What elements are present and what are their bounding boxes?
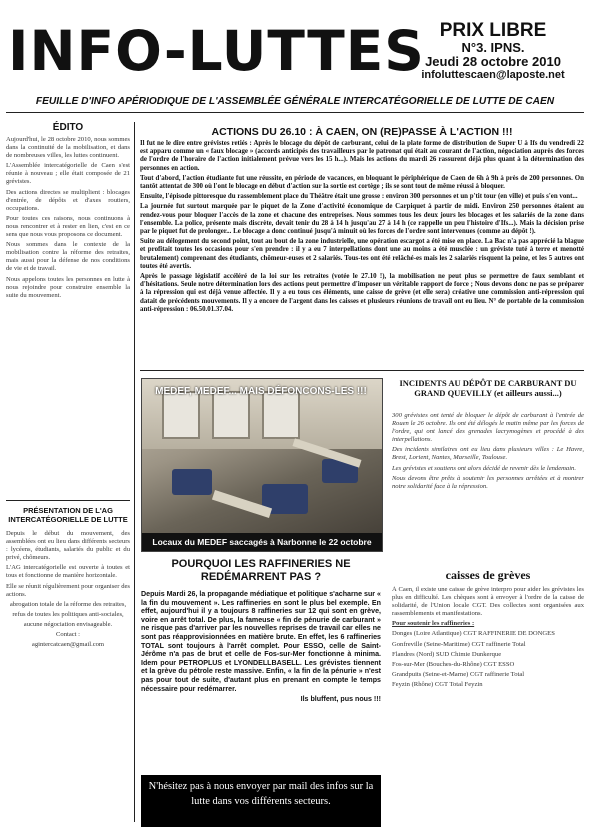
contact-label: Contact : bbox=[56, 631, 80, 639]
article-paragraph: Suite au délogement du second point, tout au bout de la zone industrielle, une opération escargot a été mise en place. La Bac n'a pas apprécié la blague et profitait toutes les occasions pour s'en prendre : il y a eu 7 interpellations dont une au moins a été musclée : un gréviste tuté à terre et menotté brutalement) comprenant des étudiants, chômeur-euses et 2 salariés. Tous-tes ont été relâché-es mais les 2 salariés risquent la peine, et les 5 autres ont toutes été avertis. bbox=[140, 238, 584, 270]
article-paragraph: Après le passage législatif accéléré de la loi sur les retraites (votée le 27.10 !), la mobilisation ne peut plus se permettre de faux semblant et d'hésitations. Seule notre détermination lors des actions peut permettre d'imposer un véritable rapport de force ; Nous devons donc ne pas se préparer à la répression qui est déjà venue affectée. Il y a eu tous ces éléments, une caisse de grève (et elle sera) créative une commission anti-répression qui datait de précédents mouvements. Il y a encore de l'argent dans les caisses et plusieurs réunions de travail ont eu lieu. N° de portable de la commission anti-répression : 06.50.01.37.04. bbox=[140, 273, 584, 313]
left-divider bbox=[6, 500, 130, 501]
caisses-paragraph: À Caen, il existe une caisse de grève interpro pour aider les grévistes les plus en difficulté. Les chèques sont à envoyer à l'ordre de la caisse de solidarité, de l'Union locale CGT. Des collectes sont organisées aux rassemblements et manifestations. bbox=[392, 586, 584, 618]
medef-photo bbox=[141, 378, 383, 552]
refineries-body bbox=[141, 590, 381, 768]
issue-date: Jeudi 28 octobre 2010 bbox=[425, 54, 561, 69]
edito-paragraph: Nous sommes dans le contexte de la mobilisation contre la réforme des retraites, mais aussi pour la défense de nos conditions de vie et de travail. bbox=[6, 241, 130, 273]
incidents-body bbox=[392, 412, 584, 562]
caisses-entry: Feyzin (Rhône) CGT Total Feyzin bbox=[392, 680, 483, 688]
refineries-heading: POURQUOI LES RAFFINERIES NE REDÉMARRENT PAS ? bbox=[171, 558, 351, 583]
main-divider bbox=[140, 370, 584, 371]
presentation-heading: PRÉSENTATION DE L'AG INTERCATÉGORIELLE DE LUTTE bbox=[8, 506, 128, 524]
callout-text: N'hésitez pas à nous envoyer par mail des infos sur la lutte dans vos différents secteurs. bbox=[148, 781, 374, 807]
demand-item: abrogation totale de la réforme des retraites, bbox=[9, 600, 127, 608]
caisses-entry: Grandpuits (Seine-et-Marne) CGT raffinerie Total bbox=[392, 670, 525, 678]
photo-caption: Locaux du MEDEF saccagés à Narbonne le 22 octobre bbox=[142, 533, 382, 551]
incidents-paragraph: Des incidents similaires ont eu lieu dans plusieurs villes : Le Havre, Brest, Lorient, Nantes, Marseille, Toulouse. bbox=[392, 446, 584, 462]
column-divider bbox=[134, 122, 135, 822]
incidents-paragraph: Les grévistes et soutiens ont alors décidé de revenir dès le lendemain. bbox=[392, 464, 576, 472]
presentation-paragraph: L'AG intercatégorielle est ouverte à toutes et tous et fonctionne de manière horizontale. bbox=[6, 564, 130, 580]
caisses-entry: Fos-sur-Mer (Bouches-du-Rhône) CGT ESSO bbox=[392, 660, 515, 668]
demand-item: aucune négociation envisageable. bbox=[23, 620, 113, 628]
caisses-subheading: Pour soutenir les raffineries : bbox=[392, 620, 475, 628]
edito-body bbox=[6, 136, 130, 486]
contact-email[interactable]: infoluttescaen@laposte.net bbox=[421, 69, 565, 81]
presentation-paragraph: Elle se réunit régulièrement pour organiser des actions. bbox=[6, 582, 130, 598]
presentation-body bbox=[6, 530, 130, 826]
edito-paragraph: Aujourd'hui, le 28 octobre 2010, nous sommes dans la continuité de la mobilisation, et dans de nombreuses villes, les luttes continuent. bbox=[6, 136, 130, 160]
caisses-entry: Flandres (Nord) SUD Chimie Dunkerque bbox=[392, 650, 502, 658]
article-paragraph: Ensuite, l'épisode pittoresque du rassemblement place du Théâtre était une grosse : environ 300 personnes et un p'tit tour (en ville) et puis s'en vont... bbox=[140, 193, 578, 201]
edito-paragraph: Des actions directes se multiplient : blocages d'entrée, de dépôts et d'axes routiers, occupations. bbox=[6, 188, 130, 212]
newspaper-title: INFO-LUTTES bbox=[8, 19, 425, 83]
tagline: FEUILLE D'INFO APÉRIODIQUE DE L'ASSEMBLÉE GÉNÉRALE INTERCATÉGORIELLE DE LUTTE DE CAEN bbox=[35, 96, 555, 107]
issue-info bbox=[418, 20, 568, 82]
incidents-paragraph: Nous devons être prêts à soutenir les personnes arrêtées et à montrer notre solidarité face à la répression. bbox=[392, 474, 584, 490]
price-label: PRIX LIBRE bbox=[439, 20, 547, 41]
callout-box bbox=[141, 775, 381, 827]
contact-email-link[interactable]: agintercatcaen@gmail.com bbox=[31, 641, 105, 649]
article-paragraph: Tout d'abord, l'action étudiante fut une réussite, en période de vacances, en bloquant le périphérique de Caen de 6h à 9h à près de 200 personnes. On tantôt attentat de 300 où l'ont le blocage en début d'action sur la sortie est cortège ; ils se sont tout de même réussi à bloquer. bbox=[140, 174, 584, 191]
article-paragraph: La journée fut surtout marquée par le piquet de la Zone d'activité économique de Carpiquet à partir de midi. Environ 250 personnes étaient au rendez-vous pour bloquer l'accès de la zone et chacune des entreprises. Nous sommes tous les deux jours les blocages et les salariés de la zone dans l'ensemble. La police, présente mais discrète, devait tenir du 28 à 14 h jusqu'au 27 à 14 h (ce rappelle un peu l'histoire d'Ifs...). Mais la décision prise par le piquet fut de prolonger... Le blocage a donc continué jusqu'à minuit où les forces de l'ordre sont intervenues (comme au dépôt !). bbox=[140, 203, 584, 236]
refineries-paragraph: Depuis Mardi 26, la propagande médiatique et politique s'acharne sur « la fin du mouvement ». Les raffineries en sont le plus bel exemple. En effet, aujourd'hui il y a toujours 8 raffineries sur 12 qui sont en grève, voire en arrêt total. De plus, la fameuse « fin de pénurie de carburant » ne risque pas d'arriver par les nouvelles reprises de travail car elles ne sont pas réapprovisionnées en matière brute. En effet, les 6 raffineries TOTAL sont toujours à l'arrêt complet. Pour ESSO, celle de Saint-Jérôme n'a pas de brut et celle de Fos-sur-Mer fonctionne à minima. Idem pour PETROPLUS et LYONDELLBASELL. Les grévistes tiennent et la grève du pétrole reste massive. Enfin, « la fin de la pénurie » n'est pas pour tout de suite, d'autant plus en prenant en compte le temps nécessaire pour redémarrer. bbox=[141, 590, 381, 693]
incidents-heading: INCIDENTS AU DÉPÔT DE CARBURANT DU GRAND QUEVILLY (et ailleurs aussi...) bbox=[399, 378, 577, 398]
incidents-paragraph: 300 grévistes ont tenté de bloquer le dépôt de carburant à l'entrée de Rouen le 26 octobre. Ils ont été délogés le matin même par les forces de l'ordre, qui ont lancé des grenades lacrymogènes et procédé à des interpellations. bbox=[392, 412, 584, 444]
demand-item: refus de toutes les politiques anti-sociales, bbox=[12, 610, 124, 618]
article-paragraph: Il fut ne le dire entre grévistes retiés : Après le blocage du dépôt de carburant, celui de la plate forme de distribution de Super U à Ifs du vendredi 22 est apparu comme un « faux blocage » (accords anticipés des travailleurs par le patronat qui était au courant de l'action, négociation auprès des forces de l'ordre de l'horaire de l'action initialement prévue vers les 15 h...). Mais les actions du mardi 26 rassurent déjà plus quant à la détermination des personnes en action. bbox=[140, 140, 584, 172]
presentation-paragraph: Depuis le début du mouvement, des assemblées ont eu lieu dans différents secteurs : lycéens, étudiants, salariés du public et du privé, chômeurs. bbox=[6, 530, 130, 562]
refineries-slogan: Ils bluffent, pus nous !!! bbox=[300, 695, 381, 704]
edito-heading: ÉDITO bbox=[52, 122, 84, 133]
caisses-entry: Donges (Loire Atlantique) CGT RAFFINERIE DE DONGES bbox=[392, 630, 555, 638]
main-article-heading: ACTIONS DU 26.10 : À CAEN, ON (RE)PASSE À L'ACTION !!! bbox=[211, 126, 513, 138]
edito-paragraph: L'Assemblée intercatégorielle de Caen s'est réunie à nouveau ; elle était composée de 21 grévistes. bbox=[6, 162, 130, 186]
issue-number: N°3. IPNS. bbox=[461, 40, 525, 55]
main-article-body bbox=[140, 140, 584, 368]
masthead-divider bbox=[6, 112, 584, 113]
caisses-entry: Gonfreville (Seine-Maritime) CGT raffinerie Total bbox=[392, 640, 526, 648]
caisses-body bbox=[392, 586, 584, 826]
caisses-heading: caisses de grèves bbox=[445, 568, 531, 582]
edito-paragraph: Nous appelons toutes les personnes en lutte à nous rejoindre pour construire ensemble la suite du mouvement. bbox=[6, 275, 130, 299]
photo-article-heading: MEDEF, MEDEF... MAIS DÉFONCONS-LES !!! bbox=[155, 386, 367, 397]
edito-paragraph: Pour toutes ces raisons, nous continuons à nous rencontrer et à rester en lien, c'est en ce sens que nous vous proposons ce document. bbox=[6, 214, 130, 239]
